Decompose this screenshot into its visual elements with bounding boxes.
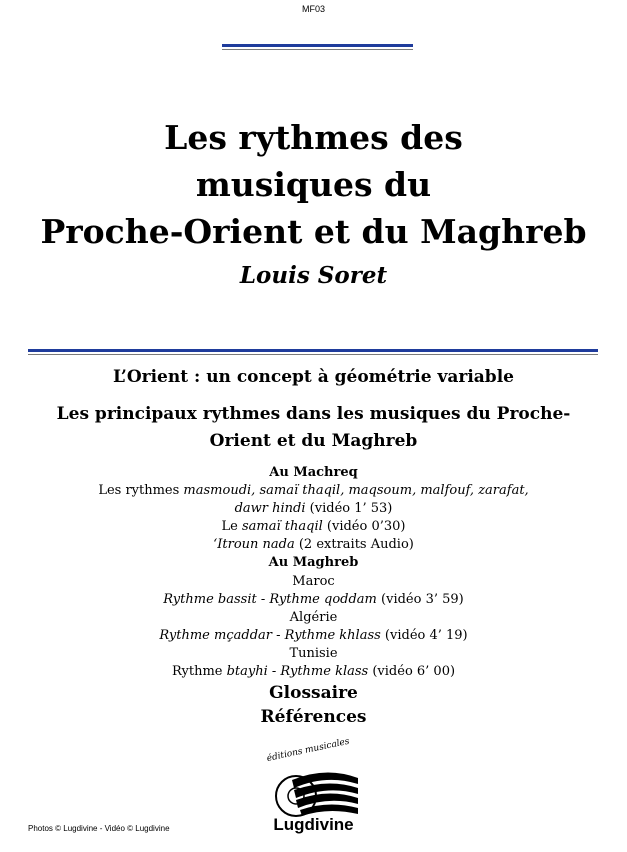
toc-text-italic: dawr hindi	[234, 501, 306, 517]
title-line-1: Les rythmes des	[164, 118, 463, 157]
document-code: MF03	[301, 4, 325, 14]
logo-name: Lugdivine	[273, 815, 354, 834]
toc-text-italic: masmoudi, samaï thaqil, maqsoum, malfouf, zarafat,	[183, 483, 529, 499]
toc-item-algerie[interactable]	[0, 627, 627, 645]
toc-item-maroc[interactable]	[0, 591, 627, 609]
toc-item-references[interactable]: Références	[260, 707, 367, 728]
toc-item-machreq-rythmes-cont[interactable]	[0, 500, 627, 518]
toc-text: (2 extraits Audio)	[294, 537, 414, 553]
toc-subheading-tunisie: Tunisie	[289, 645, 338, 661]
title-line-2: musiques du	[195, 165, 432, 204]
toc-text: (vidéo 0’30)	[322, 519, 406, 535]
logo-tagline: éditions musicales	[265, 736, 351, 764]
photo-credit: Photos © Lugdivine - Vidéo © Lugdivine	[28, 824, 170, 833]
toc-item-samai-thaqil[interactable]	[0, 518, 627, 536]
toc-heading-maghreb: Au Maghreb	[268, 555, 359, 571]
toc-item-itroun-nada[interactable]	[0, 536, 627, 554]
toc-text: Le	[221, 519, 242, 535]
section-heading-rythmes: Les principaux rythmes dans les musiques du Proche-Orient et du Maghreb	[56, 404, 571, 451]
section-divider	[28, 349, 598, 355]
toc-text: Rythme	[171, 664, 227, 680]
section-heading-concept: L’Orient : un concept à géométrie variable	[113, 367, 514, 387]
toc-text: (vidéo 1’ 53)	[305, 501, 393, 517]
toc-text: (vidéo 6’ 00)	[368, 664, 456, 680]
toc-text-italic: Rythme bassit - Rythme qoddam	[163, 591, 377, 607]
toc-subheading-maroc: Maroc	[292, 573, 335, 589]
toc-subheading-algerie: Algérie	[289, 609, 338, 625]
toc-text-italic: Rythme mçaddar - Rythme khlass	[159, 627, 381, 643]
toc-item-machreq-rythmes[interactable]	[0, 482, 627, 500]
toc-item-glossaire[interactable]: Glossaire	[269, 683, 358, 704]
author-name: Louis Soret	[239, 262, 388, 289]
table-of-contents	[0, 464, 627, 729]
toc-text-italic: btayhi - Rythme klass	[226, 664, 369, 680]
toc-text-italic: ‘Itroun nada	[213, 537, 295, 553]
toc-text-italic: samaï thaqil	[241, 519, 323, 535]
top-divider	[222, 44, 413, 50]
toc-text: (vidéo 3’ 59)	[376, 591, 464, 607]
page-title	[0, 114, 627, 255]
toc-heading-machreq: Au Machreq	[269, 465, 358, 480]
title-line-3: Proche-Orient et du Maghreb	[40, 212, 587, 251]
toc-text: (vidéo 4’ 19)	[380, 627, 468, 643]
toc-item-tunisie[interactable]	[0, 663, 627, 681]
toc-text: Les rythmes	[98, 483, 184, 499]
